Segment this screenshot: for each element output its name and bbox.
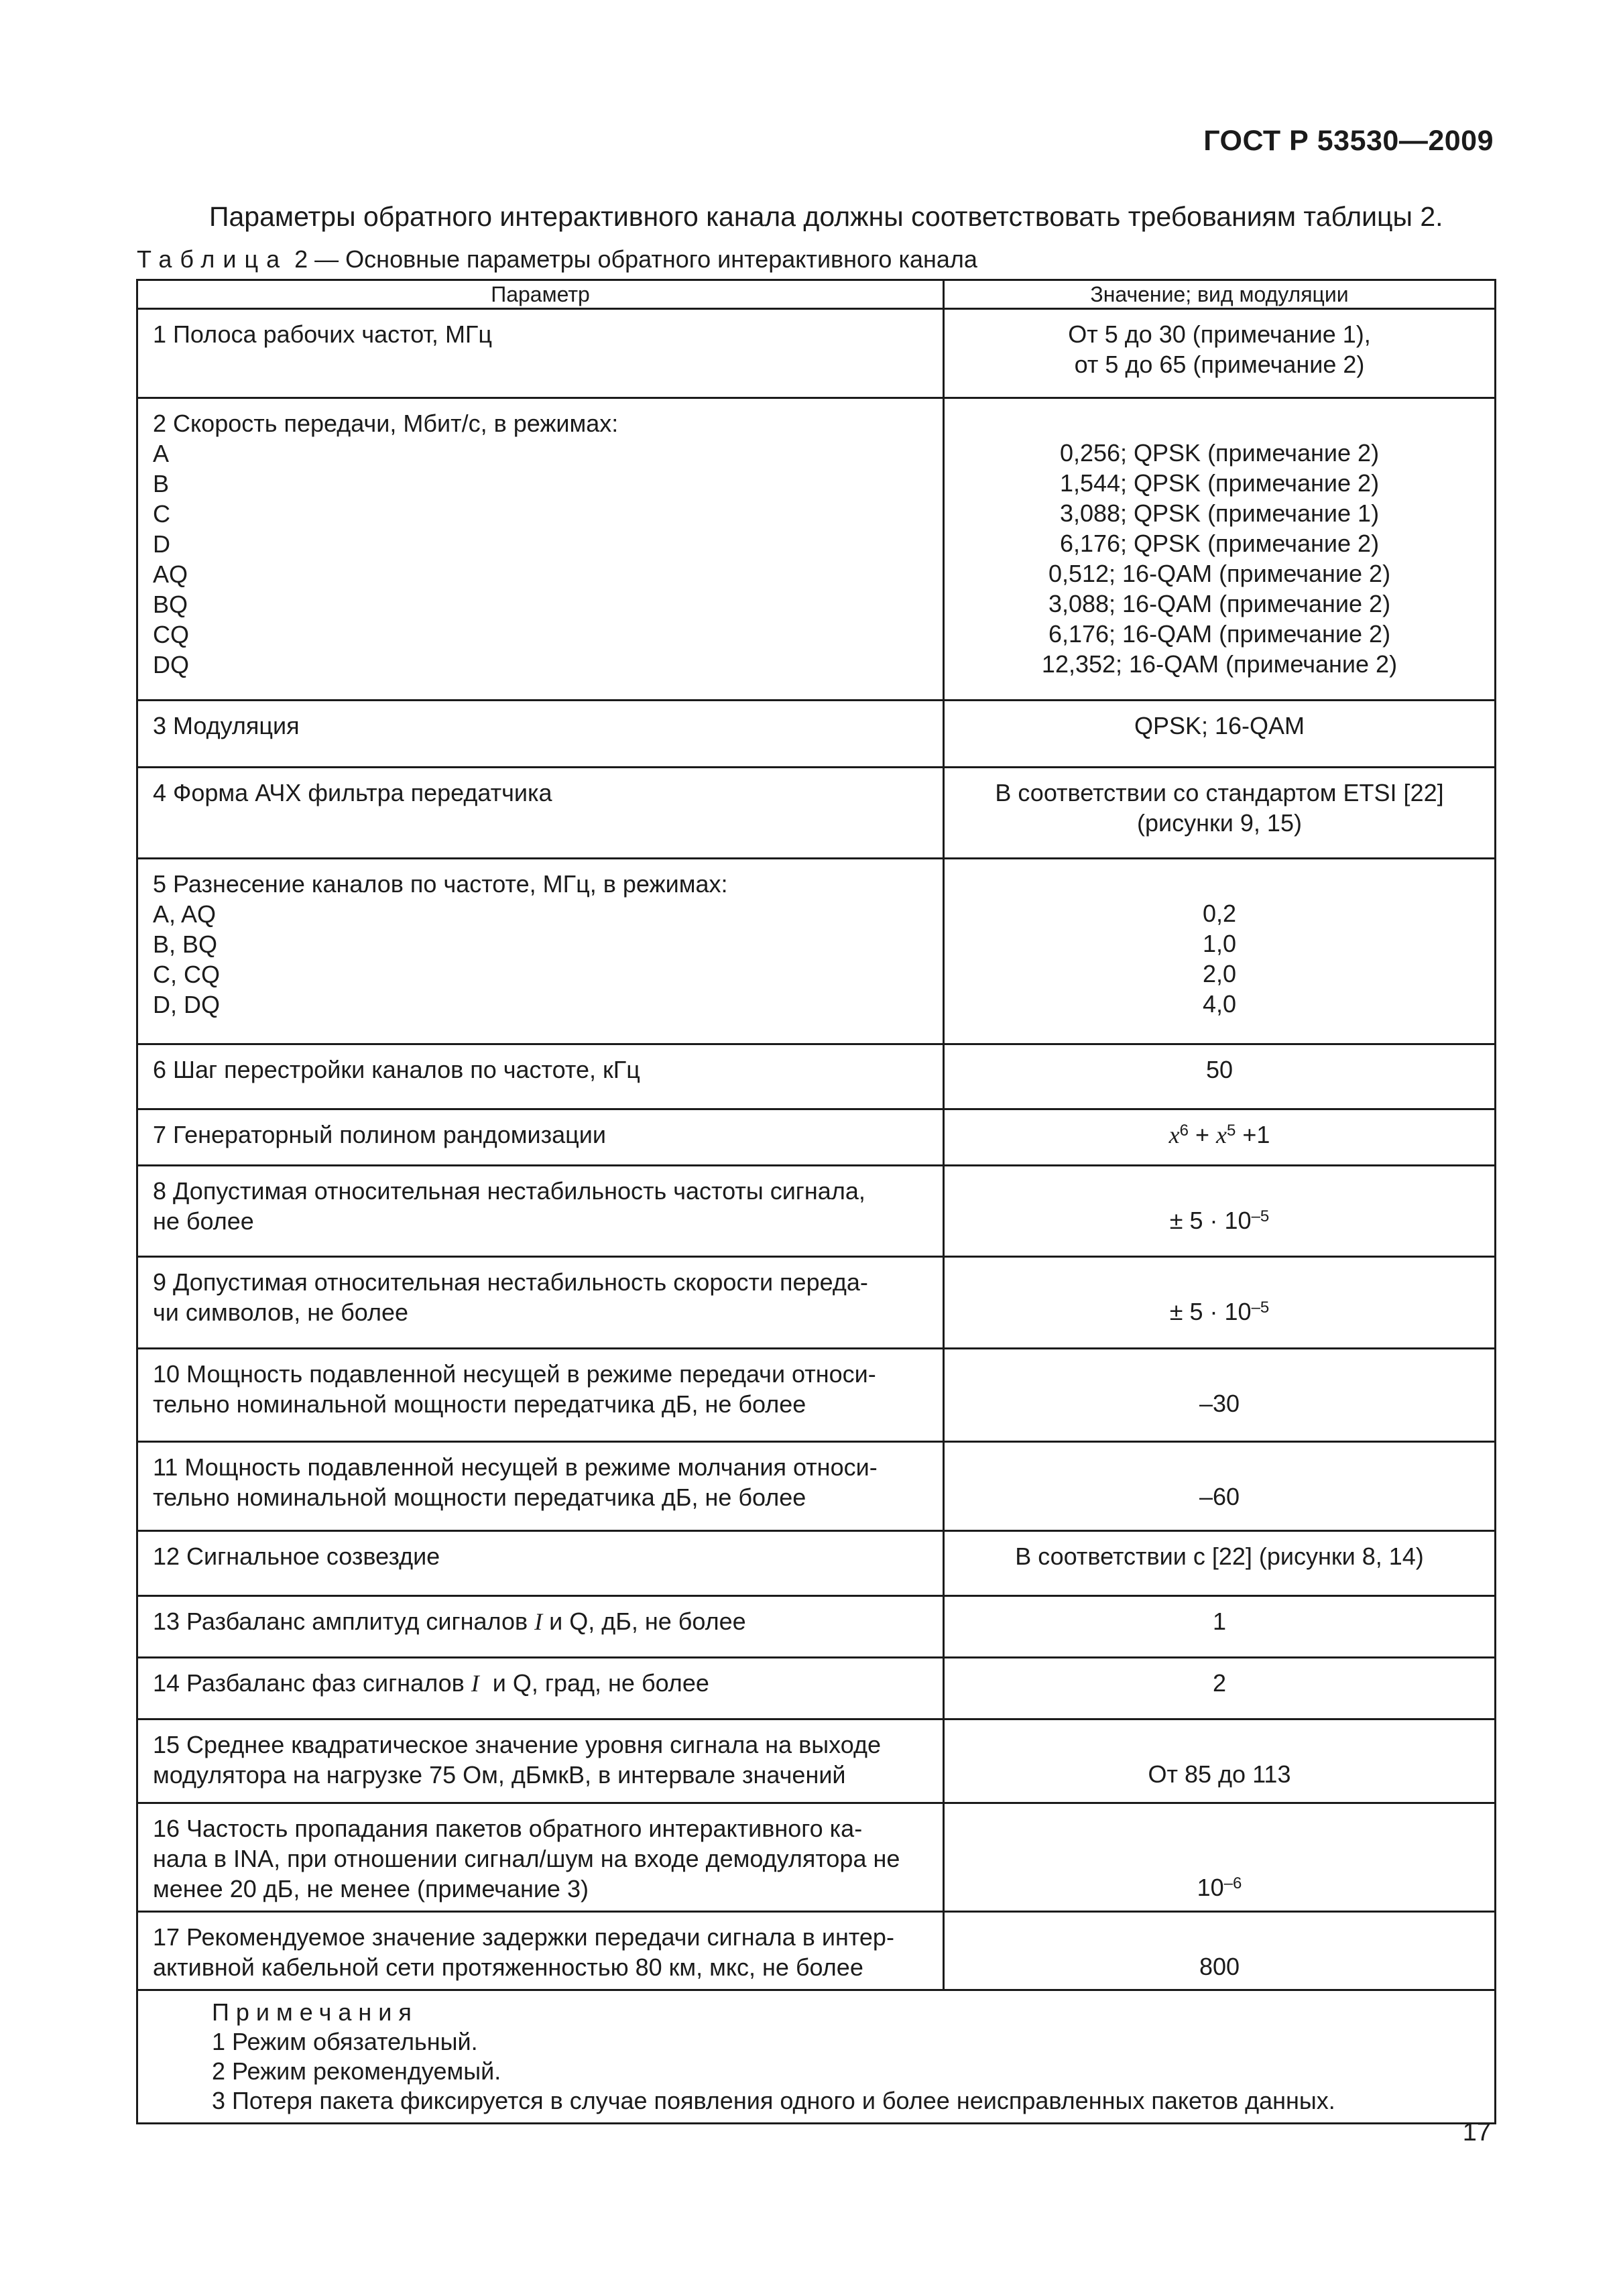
parameter-line: не более bbox=[153, 1207, 254, 1235]
parameter-cell bbox=[137, 398, 944, 701]
parameter-line: нала в INA, при отношении сигнал/шум на входе демодулятора не bbox=[153, 1845, 900, 1872]
parameter-line: C, CQ bbox=[153, 961, 221, 988]
table-row bbox=[137, 309, 1496, 398]
parameter-line: C bbox=[153, 500, 170, 528]
table-row bbox=[137, 1109, 1496, 1166]
value-line: 2 bbox=[1212, 1669, 1227, 1697]
parameter-cell bbox=[137, 1442, 944, 1531]
parameter-cell bbox=[137, 1044, 944, 1109]
note-item: 1 Режим обязательный. bbox=[212, 2028, 478, 2055]
poly-variable: x bbox=[1168, 1122, 1180, 1148]
parameter-cell bbox=[137, 768, 944, 859]
value-line bbox=[945, 1205, 1494, 1235]
parameter-line: 16 Частость пропадания пакетов обратного интерактивного ка- bbox=[153, 1815, 863, 1842]
intro-paragraph: Параметры обратного интерактивного канала должны соответствовать требованиям таблицы 2. bbox=[209, 201, 1443, 232]
value-cell bbox=[944, 1719, 1496, 1803]
parameter-line: DQ bbox=[153, 651, 189, 678]
parameter-cell bbox=[137, 1166, 944, 1257]
parameter-cell bbox=[137, 701, 944, 768]
table-row bbox=[137, 1044, 1496, 1109]
value-line: 0,512; 16-QAM (примечание 2) bbox=[1048, 560, 1391, 587]
table-caption-word: Таблица bbox=[137, 245, 288, 273]
value-line: 50 bbox=[1205, 1056, 1234, 1083]
table-row bbox=[137, 1257, 1496, 1349]
value-line: 6,176; 16-QAM (примечание 2) bbox=[1048, 620, 1391, 648]
value-cell bbox=[944, 1044, 1496, 1109]
parameter-text: 14 Разбаланс фаз сигналов bbox=[153, 1669, 471, 1697]
table-row bbox=[137, 1596, 1496, 1658]
value-cell bbox=[944, 701, 1496, 768]
parameter-text: и Q, дБ, не более bbox=[542, 1608, 746, 1635]
value-line: 0,256; QPSK (примечание 2) bbox=[1059, 439, 1380, 467]
value-line: 3,088; QPSK (примечание 1) bbox=[1059, 499, 1380, 527]
parameter-line: A, AQ bbox=[153, 900, 217, 928]
value-line: 3,088; 16-QAM (примечание 2) bbox=[1048, 590, 1391, 617]
value-line: В соответствии с [22] (рисунки 8, 14) bbox=[1015, 1543, 1424, 1570]
parameter-line: 2 Скорость передачи, Мбит/с, в режимах: bbox=[153, 410, 619, 437]
value-cell bbox=[944, 309, 1496, 398]
value-cell bbox=[944, 1109, 1496, 1166]
parameter-line: 15 Среднее квадратическое значение уровня сигнала на выходе bbox=[153, 1731, 882, 1758]
parameter-cell bbox=[137, 1912, 944, 1990]
parameter-cell bbox=[137, 1349, 944, 1442]
value-cell bbox=[944, 1531, 1496, 1596]
value-line: 0,2 bbox=[1202, 900, 1237, 927]
poly-tail: +1 bbox=[1236, 1121, 1270, 1148]
value-cell bbox=[944, 1257, 1496, 1349]
value-exponent: –6 bbox=[1223, 1874, 1242, 1892]
poly-plus: + bbox=[1188, 1121, 1216, 1148]
document-header-id: ГОСТ Р 53530—2009 bbox=[1203, 125, 1494, 157]
value-cell bbox=[944, 1442, 1496, 1531]
table-caption bbox=[137, 245, 977, 274]
table-row bbox=[137, 768, 1496, 859]
parameter-line: 1 Полоса рабочих частот, МГц bbox=[153, 320, 493, 348]
poly-variable: x bbox=[1215, 1122, 1227, 1148]
value-line: QPSK; 16-QAM bbox=[1134, 712, 1305, 739]
parameter-line: 4 Форма АЧХ фильтра передатчика bbox=[153, 779, 552, 806]
parameter-line: D bbox=[153, 530, 170, 558]
parameter-line: 3 Модуляция bbox=[153, 712, 300, 739]
value-line bbox=[945, 1872, 1494, 1902]
table-row bbox=[137, 1349, 1496, 1442]
parameter-cell bbox=[137, 1596, 944, 1658]
value-line: от 5 до 65 (примечание 2) bbox=[1074, 351, 1365, 378]
parameter-cell bbox=[137, 1803, 944, 1912]
value-cell bbox=[944, 1349, 1496, 1442]
value-base: 10 bbox=[1197, 1874, 1224, 1901]
parameter-line: менее 20 дБ, не менее (примечание 3) bbox=[153, 1875, 589, 1902]
table-row bbox=[137, 1442, 1496, 1531]
parameter-line: A bbox=[153, 440, 170, 467]
column-header-parameter: Параметр bbox=[137, 280, 944, 309]
parameter-line: 17 Рекомендуемое значение задержки передачи сигнала в интер- bbox=[153, 1923, 894, 1951]
parameter-cell bbox=[137, 1658, 944, 1719]
value-line: 6,176; QPSK (примечание 2) bbox=[1059, 530, 1380, 557]
parameter-line: модулятора на нагрузке 75 Ом, дБмкВ, в интервале значений bbox=[153, 1761, 846, 1789]
parameter-cell bbox=[137, 1719, 944, 1803]
value-line: 800 bbox=[1199, 1953, 1240, 1980]
parameter-text: 13 Разбаланс амплитуд сигналов bbox=[153, 1608, 535, 1635]
note-item: 3 Потеря пакета фиксируется в случае появления одного и более неисправленных пакетов данных. bbox=[212, 2087, 1335, 2114]
value-line: От 5 до 30 (примечание 1), bbox=[1068, 320, 1371, 348]
value-line: 2,0 bbox=[1202, 960, 1237, 987]
parameter-line: B bbox=[153, 470, 170, 497]
value-cell bbox=[944, 398, 1496, 701]
table-row bbox=[137, 1166, 1496, 1257]
notes-cell bbox=[137, 1990, 1496, 2124]
table-caption-text: 2 — Основные параметры обратного интерактивного канала bbox=[288, 245, 977, 273]
notes-title: Примечания bbox=[212, 1998, 418, 2026]
table-row bbox=[137, 701, 1496, 768]
value-cell bbox=[944, 1912, 1496, 1990]
value-cell bbox=[944, 768, 1496, 859]
table-row bbox=[137, 1658, 1496, 1719]
note-item: 2 Режим рекомендуемый. bbox=[212, 2057, 501, 2085]
parameter-line: D, DQ bbox=[153, 991, 221, 1018]
value-cell bbox=[944, 1166, 1496, 1257]
value-line: –60 bbox=[1199, 1483, 1240, 1510]
value-line: 4,0 bbox=[1202, 990, 1237, 1018]
value-cell bbox=[944, 859, 1496, 1044]
parameter-line: активной кабельной сети протяженностью 80 км, мкс, не более bbox=[153, 1953, 863, 1981]
table-row bbox=[137, 859, 1496, 1044]
poly-exponent: 5 bbox=[1226, 1122, 1236, 1140]
table-row bbox=[137, 1719, 1496, 1803]
parameter-line: CQ bbox=[153, 621, 189, 648]
notes-row bbox=[137, 1990, 1496, 2124]
parameter-line: 9 Допустимая относительная нестабильность скорости переда- bbox=[153, 1268, 868, 1296]
parameters-table bbox=[136, 279, 1496, 2124]
parameter-cell bbox=[137, 1257, 944, 1349]
value-line: (рисунки 9, 15) bbox=[1137, 809, 1302, 837]
page-number: 17 bbox=[1462, 2118, 1491, 2147]
parameter-line: 10 Мощность подавленной несущей в режиме передачи относи- bbox=[153, 1360, 876, 1388]
value-line: –30 bbox=[1199, 1390, 1240, 1417]
parameter-line: 11 Мощность подавленной несущей в режиме молчания относи- bbox=[153, 1453, 878, 1481]
value-line: В соответствии со стандартом ETSI [22] bbox=[995, 779, 1444, 806]
parameter-line bbox=[153, 1668, 929, 1699]
value-line bbox=[945, 1120, 1494, 1150]
parameter-cell bbox=[137, 1531, 944, 1596]
poly-exponent: 6 bbox=[1179, 1122, 1189, 1140]
parameter-line: 12 Сигнальное созвездие bbox=[153, 1543, 440, 1570]
parameter-symbol-i: I bbox=[534, 1608, 543, 1635]
value-cell bbox=[944, 1596, 1496, 1658]
table-row bbox=[137, 1912, 1496, 1990]
table-header-row bbox=[137, 280, 1496, 309]
parameter-text: и Q, град, не более bbox=[479, 1669, 709, 1697]
parameter-line: B, BQ bbox=[153, 930, 218, 958]
value-line: 12,352; 16-QAM (примечание 2) bbox=[1041, 650, 1398, 678]
parameter-line: BQ bbox=[153, 591, 188, 618]
value-exponent: –5 bbox=[1251, 1298, 1270, 1317]
value-line: 1,0 bbox=[1202, 930, 1237, 957]
value-cell bbox=[944, 1658, 1496, 1719]
parameter-line: AQ bbox=[153, 560, 188, 588]
value-line: От 85 до 113 bbox=[1148, 1760, 1291, 1788]
table-row bbox=[137, 398, 1496, 701]
column-header-value: Значение; вид модуляции bbox=[944, 280, 1496, 309]
value-cell bbox=[944, 1803, 1496, 1912]
parameter-cell bbox=[137, 1109, 944, 1166]
parameter-symbol-i: I bbox=[471, 1670, 479, 1697]
value-line bbox=[945, 1296, 1494, 1327]
value-base: ± 5 · 10 bbox=[1169, 1298, 1252, 1325]
table-row bbox=[137, 1803, 1496, 1912]
parameter-line: 6 Шаг перестройки каналов по частоте, кГц bbox=[153, 1056, 640, 1083]
parameter-cell bbox=[137, 309, 944, 398]
parameter-cell bbox=[137, 859, 944, 1044]
parameter-line bbox=[153, 1606, 929, 1637]
value-base: ± 5 · 10 bbox=[1169, 1207, 1252, 1234]
table-row bbox=[137, 1531, 1496, 1596]
parameter-line: 7 Генераторный полином рандомизации bbox=[153, 1121, 606, 1148]
value-line: 1 bbox=[1212, 1608, 1227, 1635]
value-exponent: –5 bbox=[1251, 1207, 1270, 1225]
parameter-line: чи символов, не более bbox=[153, 1298, 409, 1326]
value-line: 1,544; QPSK (примечание 2) bbox=[1059, 469, 1380, 497]
parameter-line: тельно номинальной мощности передатчика дБ, не более bbox=[153, 1484, 806, 1511]
parameter-line: 5 Разнесение каналов по частоте, МГц, в режимах: bbox=[153, 870, 728, 898]
parameter-line: тельно номинальной мощности передатчика дБ, не более bbox=[153, 1390, 806, 1418]
parameter-line: 8 Допустимая относительная нестабильность частоты сигнала, bbox=[153, 1177, 865, 1205]
